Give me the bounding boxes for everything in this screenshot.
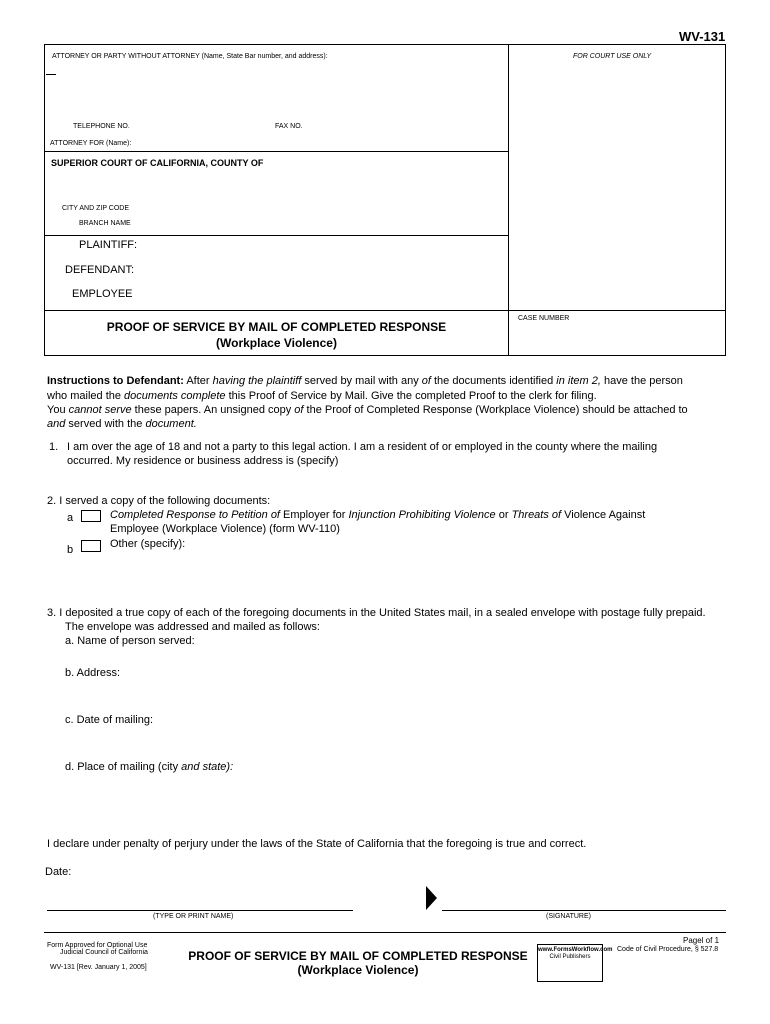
footer-code: Code of Civil Procedure, § 527.8 xyxy=(617,946,719,953)
form-number: WV-131 xyxy=(679,29,726,44)
footer-council: Judicial Council of California xyxy=(60,949,148,956)
telephone-label: TELEPHONE NO. xyxy=(73,123,130,130)
item-1-number: 1. xyxy=(49,441,59,453)
item-2b-letter: b xyxy=(67,544,74,556)
instructions-line1: Instructions to Defendant: After having the plaintiff served by mail with any of the documents identified in item 2, have the person xyxy=(47,375,683,387)
defendant-field[interactable] xyxy=(140,263,500,277)
case-number-label: CASE NUMBER xyxy=(518,315,570,322)
city-zip-field[interactable] xyxy=(136,202,500,215)
instructions-line3: You cannot serve these papers. An unsigned copy of the Proof of Completed Response (Workplace Violence) should be attached to xyxy=(47,404,688,416)
signature-line xyxy=(442,910,726,911)
caption-divider-h3 xyxy=(44,310,726,311)
branch-name-field[interactable] xyxy=(136,217,500,230)
footer-revision: WV-131 [Rev. January 1, 2005] xyxy=(50,964,147,971)
page-count: Pagel of 1 xyxy=(683,936,720,945)
address-served-field[interactable] xyxy=(130,666,720,706)
instructions-line2: who mailed the documents complete this Proof of Service by Mail. Give the completed Proof to the clerk for filing. xyxy=(47,390,597,402)
county-field[interactable] xyxy=(280,156,500,170)
footer-title-line2: (Workplace Violence) xyxy=(297,963,419,977)
caption-box-top xyxy=(44,44,726,45)
place-of-mailing-field[interactable] xyxy=(235,760,720,790)
employee-field[interactable] xyxy=(140,287,500,301)
item-2a-letter: a xyxy=(67,512,74,524)
attorney-field-mark xyxy=(46,74,56,75)
street-address-field[interactable] xyxy=(60,176,500,200)
attorney-label: ATTORNEY OR PARTY WITHOUT ATTORNEY (Name, State Bar number, and address): xyxy=(52,53,328,60)
court-title: SUPERIOR COURT OF CALIFORNIA, COUNTY OF xyxy=(51,158,264,168)
caption-divider-h1 xyxy=(44,151,509,152)
signature-arrow-icon xyxy=(426,886,438,910)
footer-divider xyxy=(44,932,726,933)
other-specify-field[interactable] xyxy=(190,537,720,587)
item-2-text: 2. I served a copy of the following documents: xyxy=(47,495,271,507)
caption-divider-h2 xyxy=(44,235,509,236)
signature-label: (SIGNATURE) xyxy=(546,913,591,920)
plaintiff-field[interactable] xyxy=(140,238,500,252)
footer-title xyxy=(180,949,536,977)
defendant-label: DEFENDANT: xyxy=(65,264,135,276)
person-served-field[interactable] xyxy=(200,634,720,664)
date-label: Date: xyxy=(45,866,72,878)
publisher-stamp: www.FormsWorkflow.com Civil Publishers xyxy=(537,944,603,982)
form-title xyxy=(44,319,509,351)
name-line xyxy=(47,910,353,911)
fax-field[interactable] xyxy=(306,119,496,133)
form-title-line2: (Workplace Violence) xyxy=(216,336,337,350)
branch-name-label: BRANCH NAME xyxy=(79,220,131,227)
attorney-for-label: ATTORNEY FOR (Name): xyxy=(50,140,132,147)
case-number-field[interactable] xyxy=(514,326,722,350)
footer-approved: Form Approved for Optional Use xyxy=(47,942,148,949)
item-3b-label: b. Address: xyxy=(65,667,121,679)
item-2a-checkbox[interactable] xyxy=(81,510,101,522)
city-zip-label: CITY AND ZIP CODE xyxy=(62,205,130,212)
attorney-name-address-field[interactable] xyxy=(50,65,500,115)
item-2b-checkbox[interactable] xyxy=(81,540,101,552)
date-of-mailing-field[interactable] xyxy=(160,713,720,743)
item-3c-label: c. Date of mailing: xyxy=(65,714,154,726)
item-3a-label: a. Name of person served: xyxy=(65,635,195,647)
residence-address-field[interactable] xyxy=(350,454,720,488)
employee-label: EMPLOYEE xyxy=(72,288,133,300)
instructions xyxy=(47,374,737,431)
item-3-text: 3. I deposited a true copy of each of the foregoing documents in the United States mail, in a sealed envelope with postage fully prepaid. The envelope was addressed and mailed as follows: xyxy=(47,607,706,633)
item-1-text: I am over the age of 18 and not a party to this legal action. I am a resident of or employed in the county where the mailing occurred. My residence or business address is (specify) xyxy=(67,441,658,467)
fax-label: FAX NO. xyxy=(275,123,303,130)
signature-field[interactable] xyxy=(445,893,725,908)
plaintiff-label: PLAINTIFF: xyxy=(79,239,138,251)
court-use-field[interactable] xyxy=(512,66,722,306)
telephone-field[interactable] xyxy=(134,119,264,133)
footer-title-line1: PROOF OF SERVICE BY MAIL OF COMPLETED RESPONSE xyxy=(188,949,528,963)
item-2a-text: Completed Response to Petition of Employer for Injunction Prohibiting Violence or Threats of Violence Against Employee (Workplace Violence) (form WV-110) xyxy=(110,509,646,535)
item-2b-text: Other (specify): xyxy=(110,538,186,550)
attorney-for-field[interactable] xyxy=(122,137,502,150)
instructions-line4: and served with the document. xyxy=(47,418,197,430)
date-field[interactable] xyxy=(75,865,275,879)
item-3d-label: d. Place of mailing (city and state): xyxy=(65,761,234,773)
form-title-line1: PROOF OF SERVICE BY MAIL OF COMPLETED RESPONSE xyxy=(106,320,447,334)
type-print-name-field[interactable] xyxy=(50,894,350,908)
declaration-text: I declare under penalty of perjury under the laws of the State of California that the foregoing is true and correct. xyxy=(47,838,587,850)
court-use-label: FOR COURT USE ONLY xyxy=(573,53,652,60)
caption-box-bottom xyxy=(44,355,726,356)
type-name-label: (TYPE OR PRINT NAME) xyxy=(153,913,234,920)
